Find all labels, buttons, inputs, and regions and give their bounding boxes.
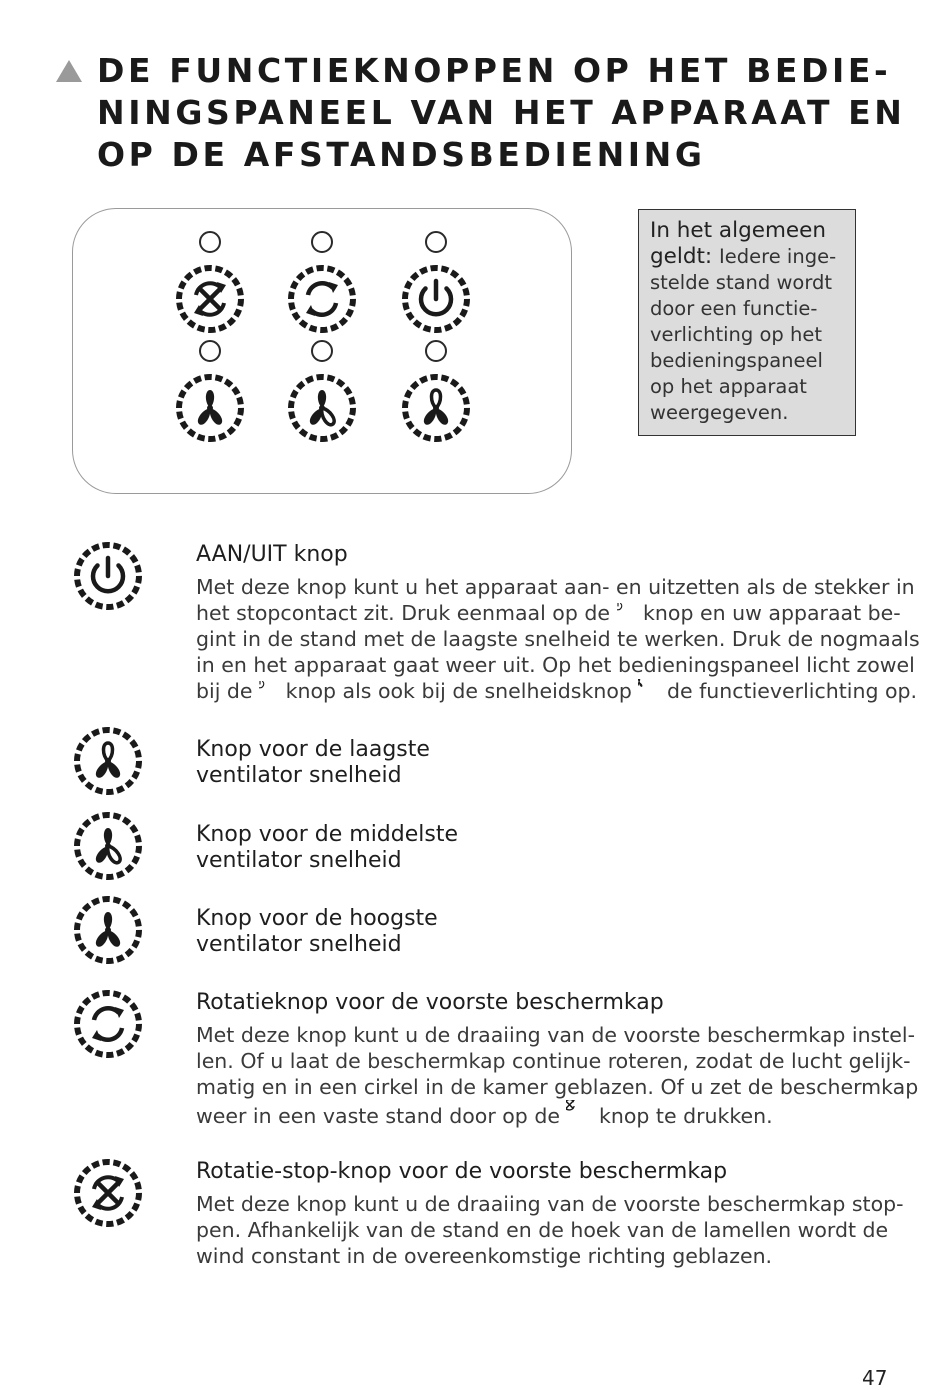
item-title-line: Knop voor de laagste [196, 737, 430, 762]
body-line [196, 1100, 896, 1129]
item-body [196, 1191, 904, 1269]
fan-icon [638, 679, 660, 701]
note-lead-line: In het algemeen [650, 218, 826, 243]
power-icon [617, 603, 637, 623]
body-line: wind constant in de overeenkomstige richting geblazen. [196, 1244, 773, 1268]
rotation-stop-icon [72, 1157, 144, 1229]
fan-medium-icon [286, 372, 358, 444]
power-icon [72, 540, 144, 612]
fan-medium-icon [72, 810, 144, 882]
body-line: Met deze knop kunt u de draaiing van de voorste beschermkap stop- [196, 1192, 904, 1216]
indicator-light [311, 340, 333, 362]
note-lead-line: geldt: [650, 244, 713, 269]
body-line: Met deze knop kunt u het apparaat aan- en uitzetten als de stekker in [196, 575, 915, 599]
section-heading [56, 50, 936, 176]
power-icon [259, 681, 279, 701]
body-line [196, 600, 901, 626]
body-line [196, 678, 918, 704]
text-run: bij de [196, 679, 260, 703]
rotation-stop-icon [566, 1100, 592, 1126]
text-run: knop en uw apparaat be- [636, 601, 901, 625]
note-lead [650, 218, 845, 270]
fan-low-icon [72, 725, 144, 797]
note-line: verlichting op het [650, 323, 822, 346]
note-line: Iedere inge- [719, 245, 837, 268]
indicator-light [199, 231, 221, 253]
fan-high-icon [72, 894, 144, 966]
text-run: het stopcontact zit. Druk eenmaal op de [196, 601, 617, 625]
indicator-light [425, 231, 447, 253]
power-icon [400, 263, 472, 335]
page-title [97, 50, 936, 176]
page-number: 47 [862, 1366, 888, 1390]
rotation-stop-icon [174, 263, 246, 335]
item-title: AAN/UIT knop [196, 542, 348, 567]
body-line: len. Of u laat de beschermkap continue roteren, zodat de lucht gelijk- [196, 1049, 911, 1073]
indicator-light [425, 340, 447, 362]
control-panel-illustration [72, 208, 572, 494]
triangle-bullet-icon [56, 60, 82, 82]
general-note-box [638, 209, 856, 436]
item-title-line: ventilator snelheid [196, 848, 402, 873]
body-line: pen. Afhankelijk van de stand en de hoek van de lamellen wordt de [196, 1218, 889, 1242]
item-title-line: Knop voor de middelste [196, 822, 459, 847]
note-line: stelde stand wordt [650, 271, 833, 294]
note-line: weergegeven. [650, 401, 789, 424]
text-run: weer in een vaste stand door op de [196, 1104, 567, 1128]
body-line: matig en in een cirkel in de kamer geblazen. Of u zet de beschermkap [196, 1075, 919, 1099]
note-line: door een functie- [650, 297, 818, 320]
title-line: OP DE AFSTANDSBEDIENING [97, 135, 706, 174]
item-body [196, 1022, 919, 1129]
note-line: bedieningspaneel [650, 349, 823, 372]
item-title-line: ventilator snelheid [196, 763, 402, 788]
body-line: Met deze knop kunt u de draaiing van de voorste beschermkap instel- [196, 1023, 915, 1047]
fan-low-icon [174, 372, 246, 444]
body-line: in en het apparaat gaat weer uit. Op het bedieningspaneel licht zowel [196, 653, 915, 677]
item-body [196, 574, 920, 704]
item-title: Rotatie-stop-knop voor de voorste beschermkap [196, 1159, 728, 1184]
item-title-line: ventilator snelheid [196, 932, 402, 957]
rotation-icon [72, 988, 144, 1060]
indicator-light [311, 231, 333, 253]
note-line: op het apparaat [650, 375, 807, 398]
text-run: knop als ook bij de snelheidsknop [279, 679, 639, 703]
fan-high-icon [400, 372, 472, 444]
text-run: knop te drukken. [592, 1104, 773, 1128]
text-run: de functieverlichting op. [660, 679, 918, 703]
item-title: Rotatieknop voor de voorste beschermkap [196, 990, 664, 1015]
title-line: NINGSPANEEL VAN HET APPARAAT EN [97, 93, 906, 132]
indicator-light [199, 340, 221, 362]
rotation-icon [286, 263, 358, 335]
item-title-line: Knop voor de hoogste [196, 906, 438, 931]
title-line: DE FUNCTIEKNOPPEN OP HET BEDIE- [97, 51, 892, 90]
body-line: gint in de stand met de laagste snelheid te werken. Druk de nogmaals [196, 627, 920, 651]
